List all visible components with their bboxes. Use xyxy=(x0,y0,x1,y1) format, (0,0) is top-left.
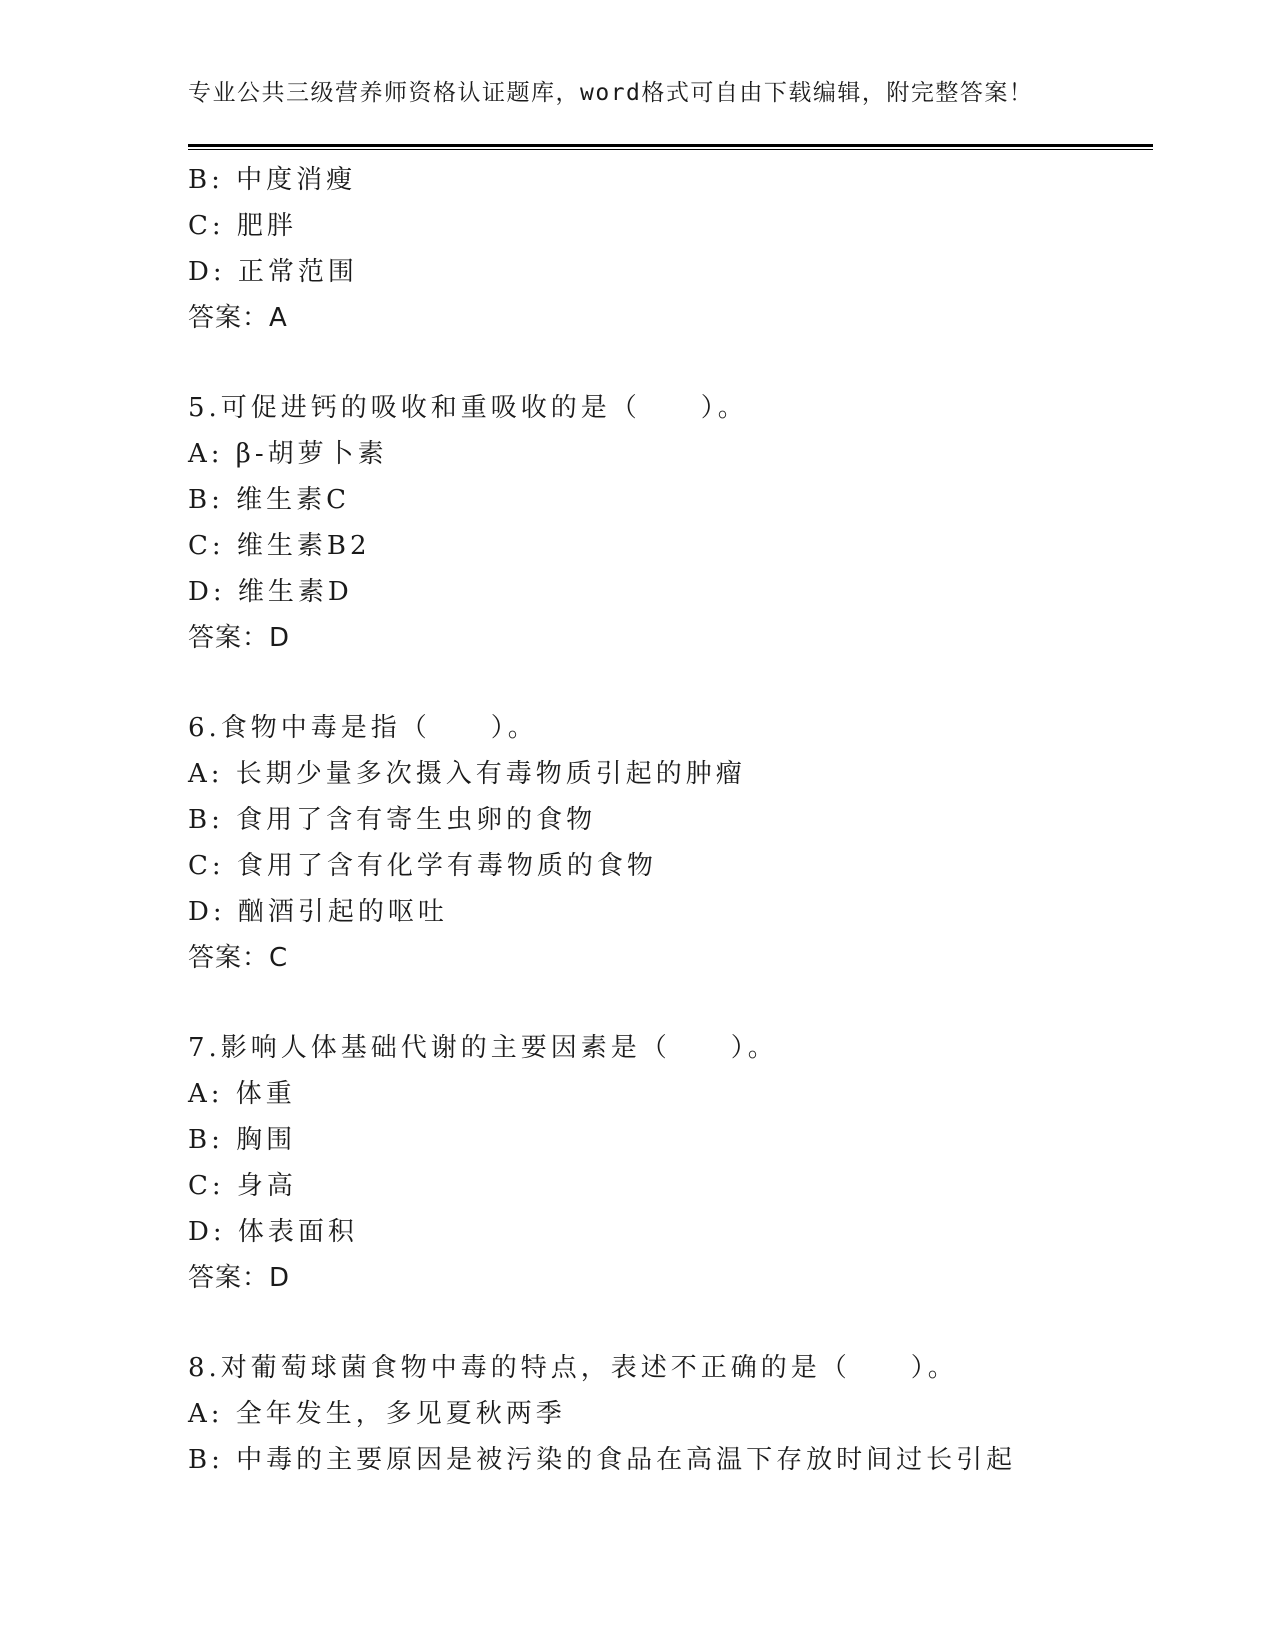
option-line: A: β-胡萝卜素 xyxy=(188,439,388,469)
option-line: D: 酗酒引起的呕吐 xyxy=(188,897,448,927)
question-list xyxy=(188,157,1168,1483)
answer-line: 答案：D xyxy=(188,623,291,653)
option-line: C: 维生素B2 xyxy=(188,531,371,561)
option-line: D: 正常范围 xyxy=(188,257,358,287)
option-line: B: 中度消瘦 xyxy=(188,165,357,195)
option-line: A: 全年发生，多见夏秋两季 xyxy=(188,1399,566,1429)
question-stem: 8.对葡萄球菌食物中毒的特点，表述不正确的是（ ）。 xyxy=(188,1353,958,1383)
option-line: B: 胸围 xyxy=(188,1125,297,1155)
page-header: 专业公共三级营养师资格认证题库，word格式可自由下载编辑，附完整答案！ xyxy=(188,80,1034,106)
option-line: B: 中毒的主要原因是被污染的食品在高温下存放时间过长引起 xyxy=(188,1445,1017,1475)
option-line: C: 食用了含有化学有毒物质的食物 xyxy=(188,851,657,881)
option-line: D: 体表面积 xyxy=(188,1217,358,1247)
header-divider xyxy=(188,144,1153,150)
option-line: B: 食用了含有寄生虫卵的食物 xyxy=(188,805,597,835)
question-stem: 5.可促进钙的吸收和重吸收的是（ ）。 xyxy=(188,393,748,423)
answer-line: 答案：D xyxy=(188,1263,291,1293)
option-line: A: 体重 xyxy=(188,1079,296,1109)
answer-line: 答案：A xyxy=(188,303,288,333)
option-line: B: 维生素C xyxy=(188,485,351,515)
option-line: C: 身高 xyxy=(188,1171,297,1201)
option-line: D: 维生素D xyxy=(188,577,353,607)
question-stem: 7.影响人体基础代谢的主要因素是（ ）。 xyxy=(188,1033,778,1063)
option-line: C: 肥胖 xyxy=(188,211,297,241)
answer-line: 答案：C xyxy=(188,943,289,973)
question-stem: 6.食物中毒是指（ ）。 xyxy=(188,713,538,743)
option-line: A: 长期少量多次摄入有毒物质引起的肿瘤 xyxy=(188,759,746,789)
